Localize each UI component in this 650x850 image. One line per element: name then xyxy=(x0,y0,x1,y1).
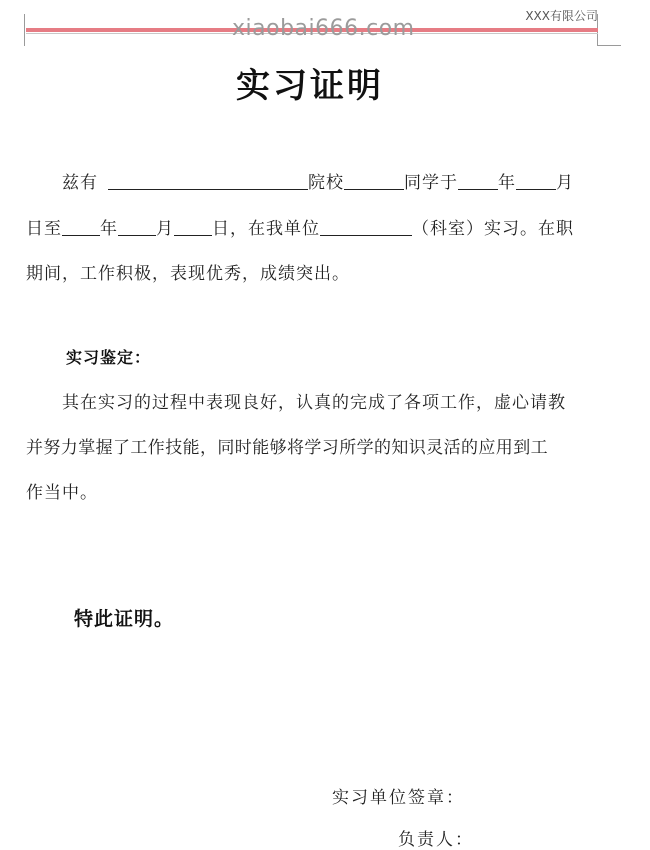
blank-end-year[interactable] xyxy=(62,217,100,236)
appraisal-line-2: 并努力掌握了工作技能，同时能够将学习所学的知识灵活的应用到工 xyxy=(26,438,548,458)
intro-text-day-to: 日至 xyxy=(26,219,62,239)
crop-mark-right-horizontal xyxy=(597,45,621,46)
intro-line-1 xyxy=(62,168,574,193)
intro-text-unit: 日，在我单位 xyxy=(212,219,320,239)
intro-text-school: 院校 xyxy=(308,173,344,193)
signature-person-in-charge: 负责人： xyxy=(398,830,474,850)
blank-end-day[interactable] xyxy=(174,217,212,236)
header-company-name: XXX有限公司 xyxy=(525,9,598,23)
blank-end-month[interactable] xyxy=(118,217,156,236)
intro-line-3: 期间，工作积极，表现优秀，成绩突出。 xyxy=(26,264,350,284)
document-title: 实习证明 xyxy=(236,66,384,106)
intro-text-month-2: 月 xyxy=(156,219,174,239)
watermark: xiaobai666.com xyxy=(232,16,415,41)
blank-school[interactable] xyxy=(344,171,404,190)
blank-name[interactable] xyxy=(108,171,308,190)
appraisal-line-3: 作当中。 xyxy=(26,483,98,503)
blank-start-year[interactable] xyxy=(458,171,498,190)
blank-department[interactable] xyxy=(320,217,412,236)
intro-text-zi-you: 兹有 xyxy=(62,173,98,193)
crop-mark-left xyxy=(24,14,25,46)
intro-text-student: 同学于 xyxy=(404,173,458,193)
intro-text-year-2: 年 xyxy=(100,219,118,239)
intro-text-year-1: 年 xyxy=(498,173,516,193)
signature-unit-seal: 实习单位签章： xyxy=(332,788,465,808)
closing-statement: 特此证明。 xyxy=(74,608,175,630)
intro-text-department: （科室）实习。在职 xyxy=(412,219,574,239)
intro-line-2 xyxy=(26,214,574,239)
intro-text-month-1: 月 xyxy=(556,173,574,193)
appraisal-line-1: 其在实习的过程中表现良好，认真的完成了各项工作，虚心请教 xyxy=(62,393,566,413)
appraisal-heading: 实习鉴定： xyxy=(66,348,152,367)
blank-start-month[interactable] xyxy=(516,171,556,190)
